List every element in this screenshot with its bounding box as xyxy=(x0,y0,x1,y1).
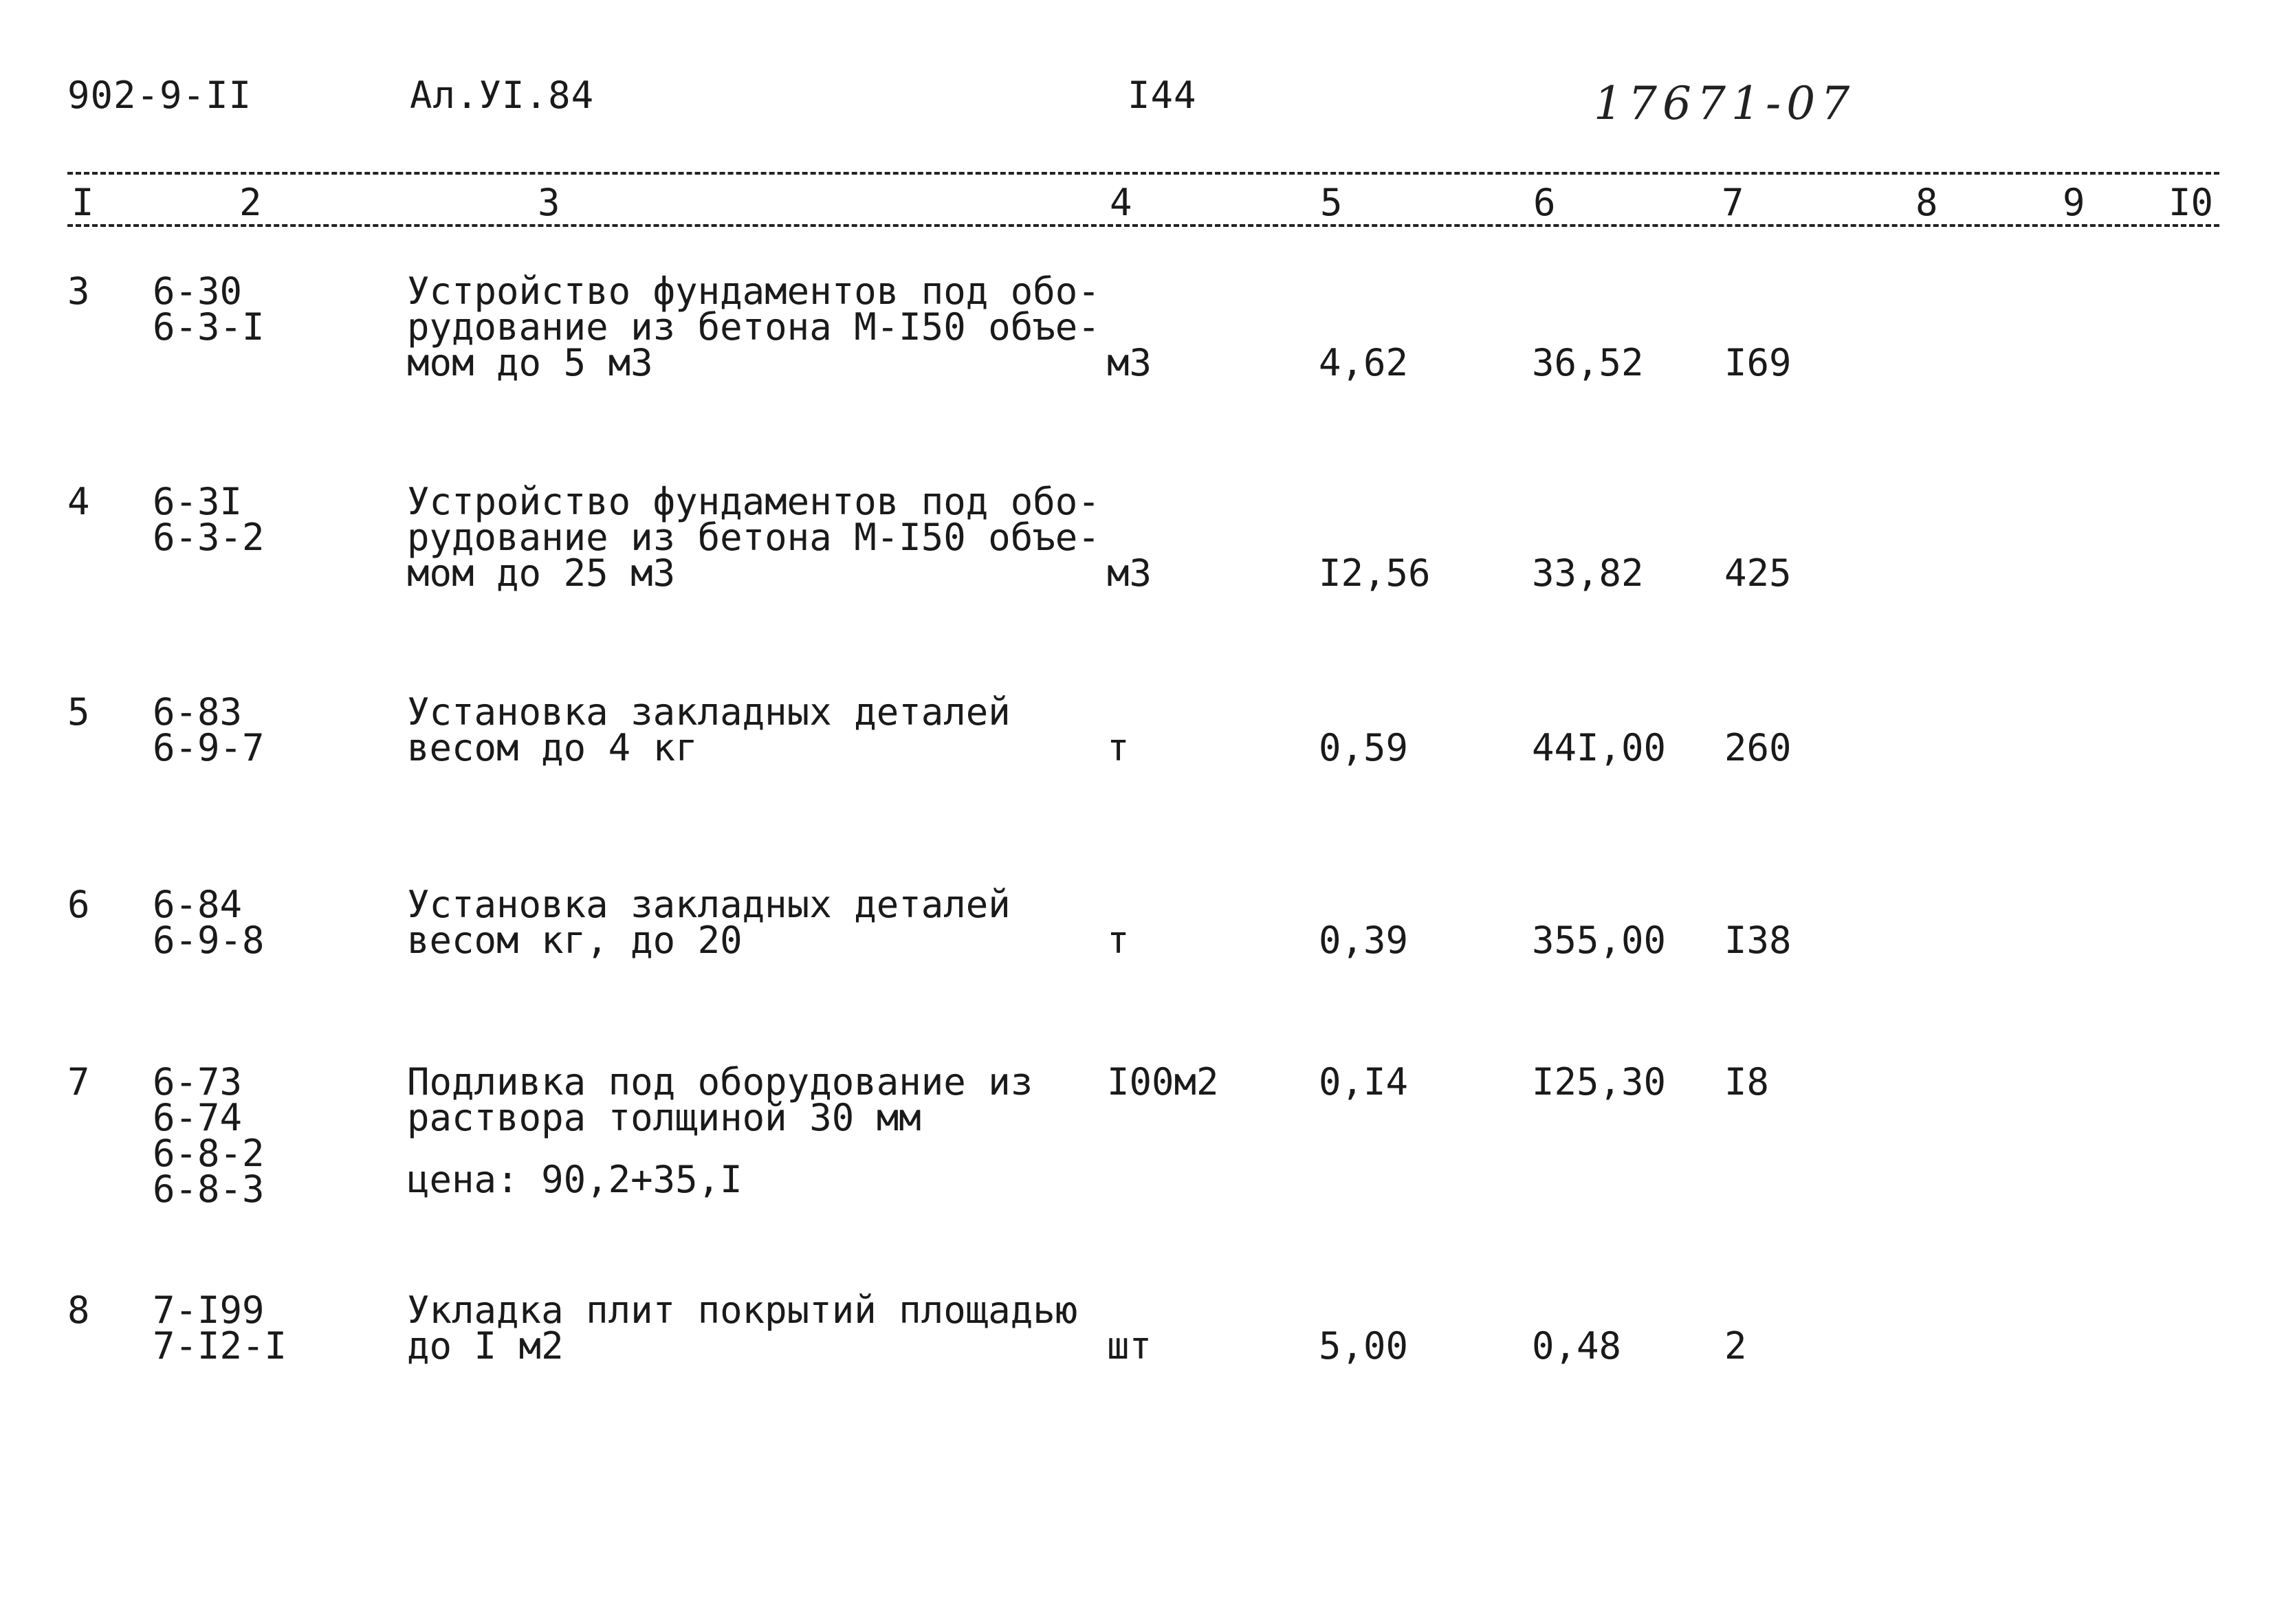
norm-codes xyxy=(153,270,265,349)
norm-codes xyxy=(153,1288,287,1368)
total-cost: 2 xyxy=(1724,1324,1747,1368)
description-line: раствора толщиной 30 мм xyxy=(407,1096,921,1139)
column-number-6: 6 xyxy=(1530,184,1559,221)
work-description xyxy=(407,1060,1033,1201)
quantity: 4,62 xyxy=(1319,341,1409,384)
work-description xyxy=(407,1288,1078,1368)
row-number: 6 xyxy=(67,883,90,926)
column-number-9: 9 xyxy=(2060,184,2088,221)
column-number-8: 8 xyxy=(1913,184,1941,221)
work-description xyxy=(407,480,1100,595)
total-cost: I69 xyxy=(1724,341,1792,384)
norm-code: 6-9-8 xyxy=(153,919,265,962)
unit: м3 xyxy=(1107,341,1152,384)
norm-code: 6-84 xyxy=(153,883,243,926)
column-number-10: I0 xyxy=(2166,184,2216,221)
norm-code: 6-30 xyxy=(153,270,243,313)
quantity: I2,56 xyxy=(1319,551,1431,595)
unit-price: 0,48 xyxy=(1532,1324,1622,1368)
description-line: Устройство фундаментов под обо- xyxy=(407,480,1100,523)
column-number-2: 2 xyxy=(237,184,265,221)
header-dashed-rule-top xyxy=(67,172,2219,175)
norm-code: 7-I99 xyxy=(153,1288,265,1332)
quantity: 0,39 xyxy=(1319,919,1409,962)
norm-codes xyxy=(153,883,265,962)
norm-code: 6-73 xyxy=(153,1060,243,1104)
description-line: мом до 5 м3 xyxy=(407,341,653,384)
column-number-7: 7 xyxy=(1719,184,1747,221)
row-number: 8 xyxy=(67,1288,90,1332)
description-line: до I м2 xyxy=(407,1324,564,1368)
total-cost: 425 xyxy=(1724,551,1792,595)
norm-code: 6-3-2 xyxy=(153,516,265,559)
unit: м3 xyxy=(1107,551,1152,595)
header-dashed-rule-bottom xyxy=(67,224,2219,227)
row-number: 4 xyxy=(67,480,90,523)
description-line: весом до 4 кг xyxy=(407,726,698,769)
unit: I00м2 xyxy=(1107,1060,1219,1104)
unit: шт xyxy=(1107,1324,1152,1368)
norm-code: 6-74 xyxy=(153,1096,243,1139)
price-note: цена: 90,2+35,I xyxy=(407,1158,743,1201)
norm-code: 6-8-2 xyxy=(153,1132,265,1175)
column-number-1: I xyxy=(69,184,97,221)
norm-codes xyxy=(153,480,265,559)
total-cost: I38 xyxy=(1724,919,1792,962)
unit: т xyxy=(1107,726,1130,769)
document-code: 902-9-II xyxy=(67,74,252,117)
quantity: 0,59 xyxy=(1319,726,1409,769)
description-line: Установка закладных деталей xyxy=(407,690,1011,734)
unit-price: 33,82 xyxy=(1532,551,1644,595)
norm-code: 6-3-I xyxy=(153,305,265,349)
work-description xyxy=(407,270,1100,384)
description-line: рудование из бетона М-I50 объе- xyxy=(407,305,1100,349)
column-number-3: 3 xyxy=(535,184,563,221)
total-cost: I8 xyxy=(1724,1060,1770,1104)
unit-price: 44I,00 xyxy=(1532,726,1667,769)
album-number: Ал.УI.84 xyxy=(410,74,595,117)
norm-code: 6-83 xyxy=(153,690,243,734)
description-line: мом до 25 м3 xyxy=(407,551,676,595)
work-description xyxy=(407,690,1011,769)
unit-price: 36,52 xyxy=(1532,341,1644,384)
quantity: 0,I4 xyxy=(1319,1060,1409,1104)
description-line: Установка закладных деталей xyxy=(407,883,1011,926)
description-line: Укладка плит покрытий площадью xyxy=(407,1288,1078,1332)
row-number: 5 xyxy=(67,690,90,734)
norm-code: 7-I2-I xyxy=(153,1324,287,1368)
row-number: 7 xyxy=(67,1060,90,1104)
norm-codes xyxy=(153,1060,265,1211)
quantity: 5,00 xyxy=(1319,1324,1409,1368)
unit: т xyxy=(1107,919,1130,962)
column-number-5: 5 xyxy=(1317,184,1346,221)
description-line: рудование из бетона М-I50 объе- xyxy=(407,516,1100,559)
norm-codes xyxy=(153,690,265,769)
unit-price: I25,30 xyxy=(1532,1060,1667,1104)
norm-code: 6-3I xyxy=(153,480,243,523)
description-line: Подливка под оборудование из xyxy=(407,1060,1033,1104)
description-line: Устройство фундаментов под обо- xyxy=(407,270,1100,313)
page-number: I44 xyxy=(1128,74,1197,117)
norm-code: 6-9-7 xyxy=(153,726,265,769)
work-description xyxy=(407,883,1011,962)
norm-code: 6-8-3 xyxy=(153,1167,265,1211)
column-number-4: 4 xyxy=(1107,184,1135,221)
unit-price: 355,00 xyxy=(1532,919,1667,962)
handwritten-number: 17671-07 xyxy=(1594,77,1856,130)
row-number: 3 xyxy=(67,270,90,313)
description-line: весом кг, до 20 xyxy=(407,919,743,962)
total-cost: 260 xyxy=(1724,726,1792,769)
